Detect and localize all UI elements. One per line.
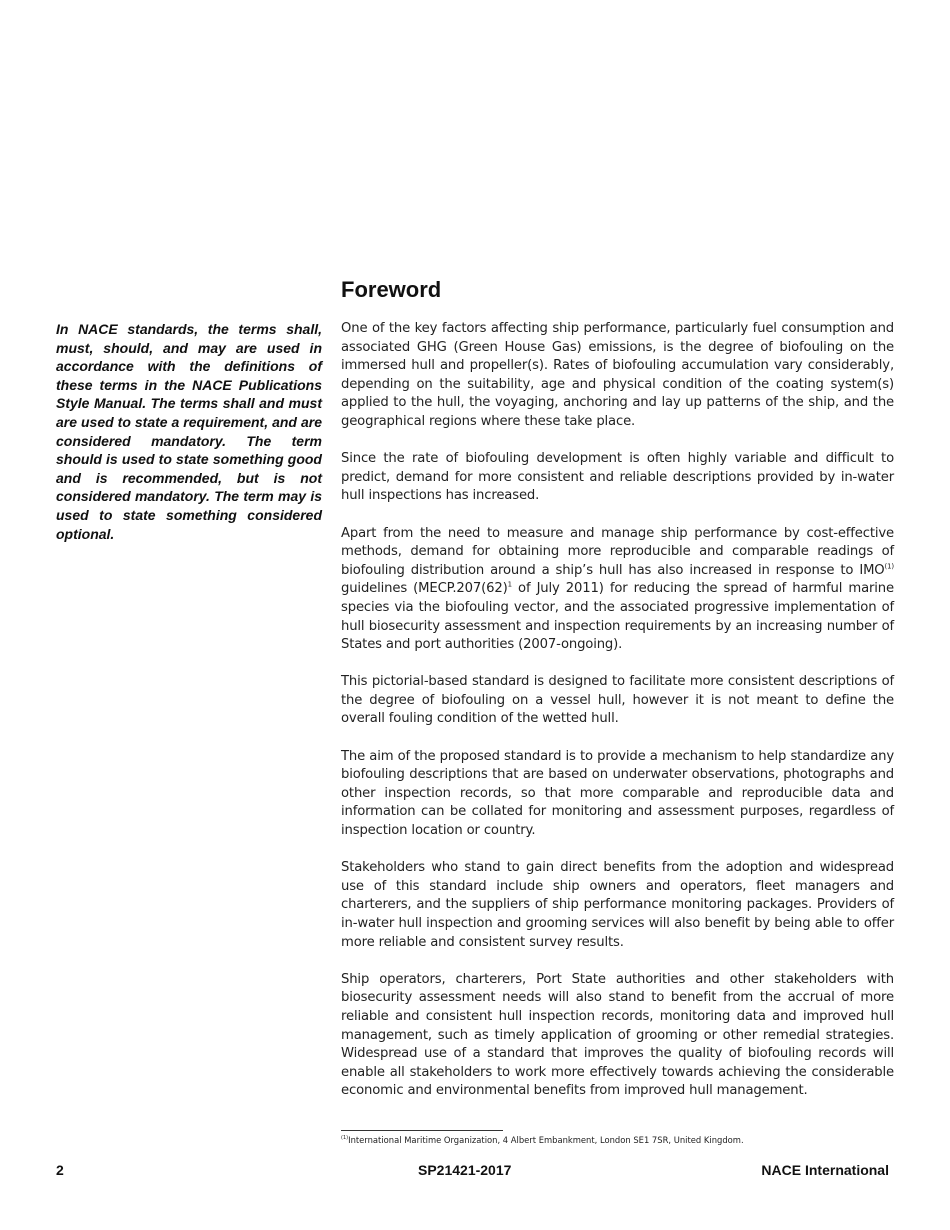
footnote-divider <box>341 1130 503 1131</box>
paragraph-2: Since the rate of biofouling development is often highly variable and difficult to predict, demand for more consistent and reliable descriptions provided by in-water hull inspections has increased. <box>341 451 894 504</box>
paragraph-7: Ship operators, charterers, Port State authorities and other stakeholders with biosecurity assessment needs will also stand to benefit from the accrual of more reliable and consistent hull inspection records, monitoring data and improved hull management, such as timely application of grooming or other remedial strategies. Widespread use of a standard that improves the quality of biofouling records will enable all stakeholders to work more effectively towards achieving the considerable economic and environmental benefits from improved hull management. <box>341 971 894 1099</box>
paragraph-3 <box>341 525 894 655</box>
footnote <box>341 1135 744 1146</box>
page-number: 2 <box>56 1162 64 1178</box>
footnote-text: International Maritime Organization, 4 Albert Embankment, London SE1 7SR, United Kingdom. <box>348 1135 744 1145</box>
foreword-section <box>341 276 894 1120</box>
paragraph-1: One of the key factors affecting ship performance, particularly fuel consumption and associated GHG (Green House Gas) emissions, is the degree of biofouling on the immersed hull and propeller(s). Rates of biofouling accumulation vary considerably, depending on the suitability, age and physical condition of the coating system(s) applied to the hull, the voyaging, anchoring and lay up patterns of the ship, and the geographical regions where these take place. <box>341 321 894 429</box>
paragraph-5: The aim of the proposed standard is to provide a mechanism to help standardize any biofouling descriptions that are based on underwater observations, photographs and other inspection records, so that more comparable and reproducible data and information can be collated for monitoring and assessment purposes, regardless of inspection location or country. <box>341 748 894 839</box>
paragraph-3-text-end: of July 2011) for reducing the spread of harmful marine species via the biofouling vector, and the associated progressive implementation of hull biosecurity assessment and inspection requirements by an increasing number of States and port authorities (2007-ongoing). <box>341 581 894 653</box>
paragraph-3-text-start: Apart from the need to measure and manage ship performance by cost-effective methods, demand for obtaining more reproducible and comparable readings of biofouling distribution around a ship’s hull has also increased in response to IMO <box>341 525 894 578</box>
section-heading: Foreword <box>341 277 442 302</box>
document-id: SP21421-2017 <box>418 1162 512 1178</box>
terms-usage-note: In NACE standards, the terms shall, must, should, and may are used in accordance with the definitions of these terms in the NACE Publications Style Manual. The terms shall and must are used to state a requirement, and are considered mandatory. The term should is used to state something good and is recommended, but is not considered mandatory. The term may is used to state something considered optional. <box>56 321 322 542</box>
imo-footnote-ref[interactable]: (1) <box>884 562 894 571</box>
reference-marker[interactable]: 1 <box>507 580 512 589</box>
paragraph-3-text-middle: guidelines (MECP.207(62) <box>341 581 508 597</box>
organization-name: NACE International <box>761 1162 889 1178</box>
footnote-marker: (1) <box>341 1135 349 1142</box>
paragraph-6: Stakeholders who stand to gain direct benefits from the adoption and widespread use of this standard include ship owners and operators, fleet managers and charterers, and the suppliers of ship performance monitoring packages. Providers of in-water hull inspection and grooming services will also benefit by being able to offer more reliable and consistent survey results. <box>341 860 894 950</box>
paragraph-4: This pictorial-based standard is designed to facilitate more consistent descriptions of the degree of biofouling on a vessel hull, however it is not meant to define the overall fouling condition of the wetted hull. <box>341 674 894 727</box>
